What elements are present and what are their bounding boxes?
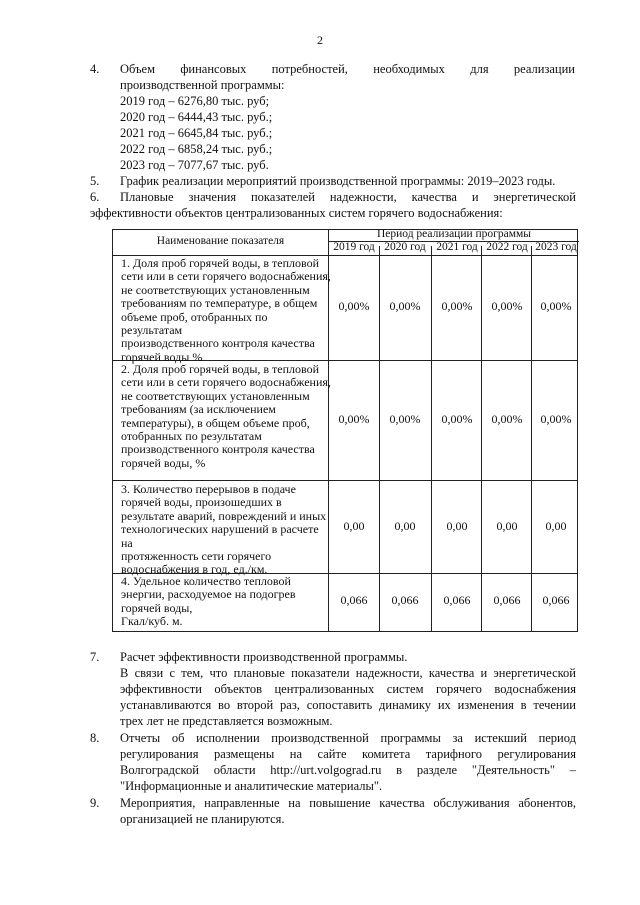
item-4-number: 4. <box>90 62 100 76</box>
row-3-value-2019: 0,00 <box>343 519 365 533</box>
row-2-name-line: производственного контроля качества <box>121 442 315 457</box>
item-5-text: График реализации мероприятий производственной программы: 2019–2023 годы. <box>120 174 556 188</box>
row-3-name-line: горячей воды, произошедших в <box>121 495 282 510</box>
row-2-name-line: не соответствующих установленным <box>121 388 310 403</box>
row-1-name-line: объеме проб, отобранных по результатам <box>121 309 268 338</box>
row-1-value-2021: 0,00% <box>441 299 473 313</box>
item-4-first-line <box>120 62 575 77</box>
row-4-value-2023: 0,066 <box>542 593 570 607</box>
header-period: Период реализации программы <box>376 228 532 240</box>
row-2-value-2023: 0,00% <box>540 412 572 426</box>
row-4-name-line: горячей воды, <box>121 600 193 615</box>
row-2-value-2022: 0,00% <box>491 412 523 426</box>
row-2-name-line: горячей воды, % <box>121 455 206 470</box>
item-4-word: потребностей, <box>271 62 348 76</box>
row-1-name-line: производственного контроля качества <box>121 336 315 351</box>
row-4-name-line: Гкал/куб. м. <box>121 614 183 629</box>
row-4-value-2019: 0,066 <box>340 593 368 607</box>
item-7-title: Расчет эффективности производственной программы. <box>120 650 408 664</box>
row-4-name-line: энергии, расходуемое на подогрев <box>121 587 296 602</box>
row-1-value-2019: 0,00% <box>338 299 370 313</box>
item-4-word: финансовых <box>180 62 247 76</box>
row-1-value-2020: 0,00% <box>389 299 421 313</box>
header-year-2020: 2020 год <box>384 241 426 253</box>
item-4-word: реализации <box>513 62 575 76</box>
item-6-line-2: эффективности объектов централизованных систем горячего водоснабжения: <box>90 206 503 220</box>
item-8-line: Волгоградской области http://urt.volgograd.ru в разделе "Деятельность" – <box>120 763 576 777</box>
item-7-line: эффективности объектов централизованных систем горячего водоснабжения <box>120 682 576 696</box>
item-4-year-2022: 2022 год – 6858,24 тыс. руб.; <box>120 142 273 156</box>
item-6-line-1: Плановые значения показателей надежности, качества и энергетической <box>120 190 576 204</box>
header-indicator-name: Наименование показателя <box>156 235 285 247</box>
row-2-name-line: температуры), в общем объеме проб, <box>121 415 310 430</box>
row-2-value-2020: 0,00% <box>389 412 421 426</box>
row-2-value-2019: 0,00% <box>338 412 370 426</box>
item-9-line: организацией не планируются. <box>120 812 285 826</box>
item-8-line: регулирования размещены на сайте комитета тарифного регулирования <box>120 747 576 761</box>
item-6-number: 6. <box>90 190 100 204</box>
header-year-2022: 2022 год <box>486 241 528 253</box>
row-3-name-line: протяженность сети горячего <box>121 549 272 564</box>
row-3-name-line: водоснабжения в год, ед./км. <box>121 562 268 577</box>
item-7-line: В связи с тем, что плановые показатели надежности, качества и энергетической <box>120 666 576 680</box>
table-row-1-name <box>121 257 331 364</box>
reliability-indicators-table <box>112 229 578 632</box>
row-3-value-2022: 0,00 <box>496 519 518 533</box>
item-5-number: 5. <box>90 174 100 188</box>
table-row-4-name <box>121 575 331 629</box>
row-3-name-line: 3. Количество перерывов в подаче <box>121 482 296 496</box>
item-4-word: необходимых <box>373 62 445 76</box>
table-divider <box>113 480 577 481</box>
row-2-name-line: отобранных по результатам <box>121 429 262 444</box>
item-7-number: 7. <box>90 650 100 664</box>
row-1-value-2022: 0,00% <box>491 299 523 313</box>
row-1-value-2023: 0,00% <box>540 299 572 313</box>
item-4-year-2023: 2023 год – 7077,67 тыс. руб. <box>120 158 269 172</box>
row-3-value-2021: 0,00 <box>446 519 468 533</box>
header-year-2023: 2023 год <box>535 241 577 253</box>
item-9-line: Мероприятия, направленные на повышение качества обслуживания абонентов, <box>120 796 576 810</box>
item-4-year-2020: 2020 год – 6444,43 тыс. руб.; <box>120 110 273 124</box>
row-1-name-line: горячей воды % <box>121 349 203 364</box>
row-4-value-2022: 0,066 <box>493 593 521 607</box>
row-2-name-line: требованиям (за исключением <box>121 402 276 417</box>
row-1-name-line: сети или в сети горячего водоснабжения, <box>121 269 331 284</box>
row-4-value-2021: 0,066 <box>443 593 471 607</box>
item-4-year-2019: 2019 год – 6276,80 тыс. руб; <box>120 94 270 108</box>
item-8-line: Отчеты об исполнении производственной программы за истекший период <box>120 731 576 745</box>
table-row-3-name <box>121 483 331 577</box>
header-year-2019: 2019 год <box>333 241 375 253</box>
item-4-word: для <box>470 62 489 76</box>
row-4-value-2020: 0,066 <box>391 593 419 607</box>
item-7-line: устанавливаются во второй раз, сопоставить динамику их изменения в течении <box>120 698 576 712</box>
item-9-number: 9. <box>90 796 100 810</box>
row-3-name-line: результате аварий, повреждений и иных <box>121 508 327 523</box>
header-year-2021: 2021 год <box>436 241 478 253</box>
row-2-name-line: 2. Доля проб горячей воды, в тепловой <box>121 362 320 376</box>
row-1-name-line: 1. Доля проб горячей воды, в тепловой <box>121 256 320 270</box>
row-3-value-2023: 0,00 <box>545 519 567 533</box>
row-3-name-line: технологических нарушений в расчете на <box>121 522 319 550</box>
row-1-name-line: не соответствующих установленным <box>121 282 310 297</box>
table-row-2-name <box>121 363 331 470</box>
page-number: 2 <box>317 33 323 47</box>
row-2-value-2021: 0,00% <box>441 412 473 426</box>
item-4-second-line: производственной программы: <box>120 78 285 92</box>
item-7-line: трех лет не представляется возможным. <box>120 714 333 728</box>
row-3-value-2020: 0,00 <box>394 519 416 533</box>
item-8-number: 8. <box>90 731 100 745</box>
item-8-line: "Информационные и аналитические материалы". <box>120 779 383 793</box>
row-1-name-line: требованиям по температуре, в общем <box>121 296 318 311</box>
row-4-name-line: 4. Удельное количество тепловой <box>121 574 291 588</box>
row-2-name-line: сети или в сети горячего водоснабжения, <box>121 375 331 390</box>
item-4-word: Объем <box>120 62 155 76</box>
item-4-year-2021: 2021 год – 6645,84 тыс. руб.; <box>120 126 273 140</box>
